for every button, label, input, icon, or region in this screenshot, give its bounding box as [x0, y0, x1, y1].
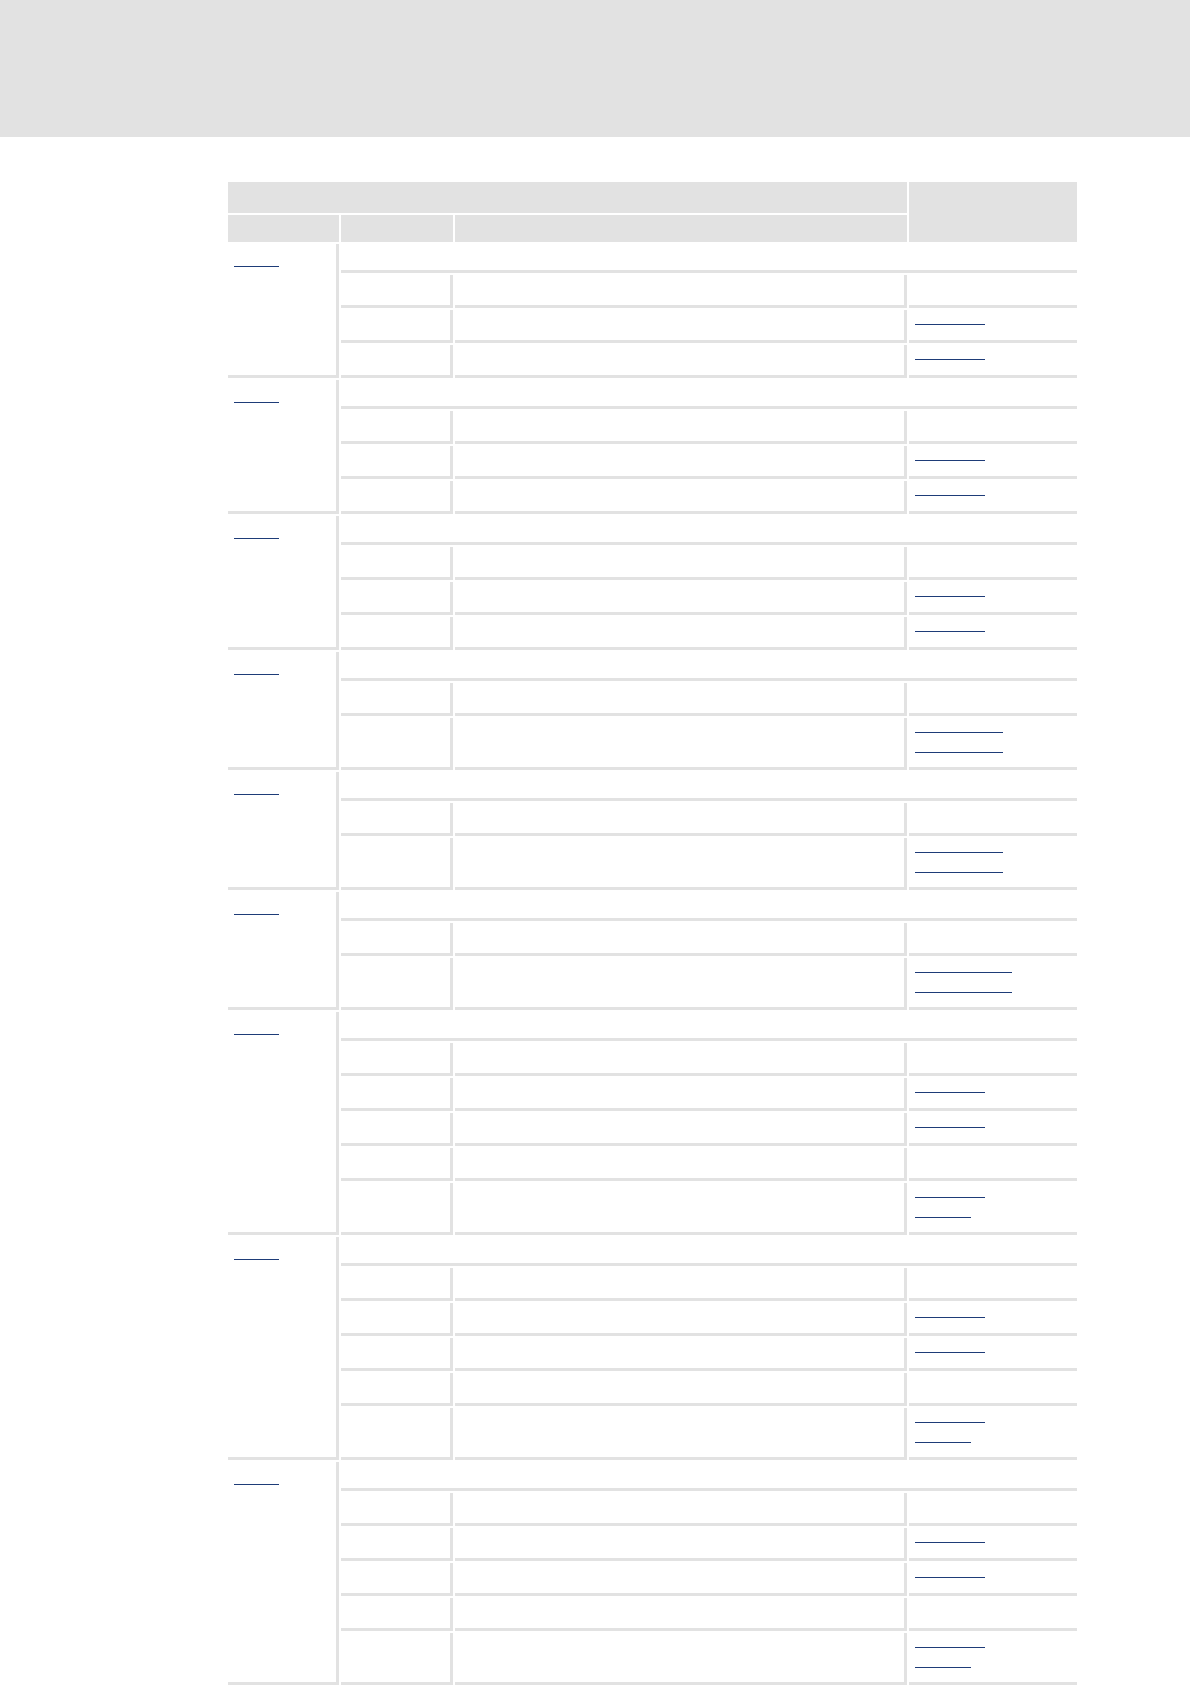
row-reference — [909, 275, 1077, 308]
table-row — [228, 1528, 1077, 1561]
row-subcode — [341, 1373, 453, 1406]
page-reference-link[interactable] — [915, 1532, 985, 1543]
table-row — [228, 958, 1077, 1010]
group-code-cell — [228, 772, 339, 890]
page-reference-link[interactable] — [915, 450, 985, 461]
group-code-cell — [228, 244, 339, 378]
page-reference-link[interactable] — [915, 314, 985, 325]
page-reference-link[interactable] — [915, 586, 985, 597]
row-subcode — [341, 275, 453, 308]
row-subcode — [341, 1078, 453, 1111]
row-subcode — [341, 1148, 453, 1181]
group-title — [341, 1462, 1077, 1491]
group-header-row — [228, 892, 1077, 921]
row-description — [455, 958, 907, 1010]
group-header-row — [228, 1462, 1077, 1491]
row-description — [455, 1183, 907, 1235]
group-title — [341, 1012, 1077, 1041]
row-subcode — [341, 718, 453, 770]
page-reference-link[interactable] — [915, 349, 985, 360]
table-row — [228, 683, 1077, 716]
table-row — [228, 1078, 1077, 1111]
group-header-row — [228, 380, 1077, 409]
page-reference-link[interactable] — [915, 1187, 985, 1198]
group-code-link[interactable] — [234, 528, 279, 539]
row-reference — [909, 923, 1077, 956]
row-reference — [909, 1493, 1077, 1526]
row-subcode — [341, 838, 453, 890]
table-row — [228, 547, 1077, 580]
page-reference-link[interactable] — [915, 862, 1003, 873]
table-row — [228, 1633, 1077, 1685]
row-subcode — [341, 1113, 453, 1146]
page-reference-link[interactable] — [915, 1432, 971, 1443]
row-subcode — [341, 1633, 453, 1685]
row-reference — [909, 1303, 1077, 1336]
page-header-band — [0, 0, 1190, 137]
row-reference — [909, 1113, 1077, 1146]
group-code-link[interactable] — [234, 1474, 279, 1485]
page-reference-link[interactable] — [915, 1412, 985, 1423]
table-row — [228, 1598, 1077, 1631]
parameter-table — [226, 180, 1079, 1687]
group-code-link[interactable] — [234, 1024, 279, 1035]
row-description — [455, 345, 907, 378]
row-reference — [909, 617, 1077, 650]
row-subcode — [341, 345, 453, 378]
row-reference — [909, 1408, 1077, 1460]
group-header-row — [228, 772, 1077, 801]
row-description — [455, 1598, 907, 1631]
row-reference — [909, 1598, 1077, 1631]
row-subcode — [341, 1183, 453, 1235]
group-header-row — [228, 1012, 1077, 1041]
row-subcode — [341, 1338, 453, 1371]
row-subcode — [341, 803, 453, 836]
row-description — [455, 1528, 907, 1561]
table-row — [228, 1113, 1077, 1146]
row-description — [455, 1268, 907, 1301]
row-reference — [909, 683, 1077, 716]
row-reference — [909, 547, 1077, 580]
row-description — [455, 718, 907, 770]
page-reference-link[interactable] — [915, 1637, 985, 1648]
row-reference — [909, 1043, 1077, 1076]
row-reference — [909, 718, 1077, 770]
table-row — [228, 1268, 1077, 1301]
row-description — [455, 310, 907, 343]
page-reference-link[interactable] — [915, 1307, 985, 1318]
row-reference — [909, 1563, 1077, 1596]
column-header-a — [228, 215, 339, 242]
table-row — [228, 803, 1077, 836]
table-row — [228, 1408, 1077, 1460]
row-reference — [909, 1148, 1077, 1181]
page-reference-link[interactable] — [915, 742, 1003, 753]
table-row — [228, 446, 1077, 479]
page-reference-link[interactable] — [915, 1117, 985, 1128]
table-row — [228, 1183, 1077, 1235]
table-row — [228, 481, 1077, 514]
row-description — [455, 411, 907, 444]
row-reference — [909, 958, 1077, 1010]
row-subcode — [341, 481, 453, 514]
group-code-cell — [228, 892, 339, 1010]
row-subcode — [341, 1408, 453, 1460]
row-subcode — [341, 683, 453, 716]
table-row — [228, 411, 1077, 444]
group-title — [341, 892, 1077, 921]
page-reference-link[interactable] — [915, 982, 1012, 993]
row-reference — [909, 838, 1077, 890]
row-description — [455, 838, 907, 890]
table-row — [228, 345, 1077, 378]
row-subcode — [341, 1563, 453, 1596]
group-title — [341, 244, 1077, 273]
group-code-link[interactable] — [234, 664, 279, 675]
row-subcode — [341, 1043, 453, 1076]
row-description — [455, 481, 907, 514]
row-description — [455, 1303, 907, 1336]
group-code-cell — [228, 1462, 339, 1685]
table-row — [228, 1338, 1077, 1371]
row-subcode — [341, 547, 453, 580]
row-reference — [909, 310, 1077, 343]
column-header-c — [455, 215, 907, 242]
row-reference — [909, 411, 1077, 444]
page-reference-link[interactable] — [915, 1342, 985, 1353]
row-subcode — [341, 1303, 453, 1336]
group-code-cell — [228, 1237, 339, 1460]
group-code-cell — [228, 516, 339, 650]
row-subcode — [341, 923, 453, 956]
group-code-link[interactable] — [234, 784, 279, 795]
group-title — [341, 772, 1077, 801]
row-description — [455, 547, 907, 580]
row-subcode — [341, 1493, 453, 1526]
group-header-row — [228, 244, 1077, 273]
row-description — [455, 1373, 907, 1406]
row-subcode — [341, 1598, 453, 1631]
row-subcode — [341, 446, 453, 479]
row-subcode — [341, 582, 453, 615]
row-reference — [909, 446, 1077, 479]
table-row — [228, 1563, 1077, 1596]
row-reference — [909, 481, 1077, 514]
reference-column-header — [909, 182, 1077, 242]
column-header-b — [341, 215, 453, 242]
group-title — [341, 1237, 1077, 1266]
page-reference-link[interactable] — [915, 962, 1012, 973]
row-reference — [909, 1338, 1077, 1371]
row-reference — [909, 1373, 1077, 1406]
row-reference — [909, 1183, 1077, 1235]
table-row — [228, 1373, 1077, 1406]
row-description — [455, 582, 907, 615]
group-code-link[interactable] — [234, 392, 279, 403]
row-subcode — [341, 958, 453, 1010]
row-description — [455, 617, 907, 650]
row-description — [455, 803, 907, 836]
group-code-cell — [228, 380, 339, 514]
row-reference — [909, 582, 1077, 615]
group-header-row — [228, 516, 1077, 545]
row-reference — [909, 1078, 1077, 1111]
row-subcode — [341, 1268, 453, 1301]
row-subcode — [341, 617, 453, 650]
row-subcode — [341, 411, 453, 444]
table-row — [228, 923, 1077, 956]
table-row — [228, 1303, 1077, 1336]
table-title-header — [228, 182, 907, 213]
row-description — [455, 1043, 907, 1076]
page-reference-link[interactable] — [915, 485, 985, 496]
row-description — [455, 683, 907, 716]
table-row — [228, 617, 1077, 650]
page-reference-link[interactable] — [915, 1082, 985, 1093]
page-reference-link[interactable] — [915, 621, 985, 632]
table-body — [228, 244, 1077, 1685]
row-description — [455, 1338, 907, 1371]
row-description — [455, 1493, 907, 1526]
group-code-link[interactable] — [234, 256, 279, 267]
group-code-cell — [228, 652, 339, 770]
group-header-row — [228, 652, 1077, 681]
row-description — [455, 1408, 907, 1460]
row-subcode — [341, 1528, 453, 1561]
group-header-row — [228, 1237, 1077, 1266]
row-description — [455, 275, 907, 308]
group-title — [341, 516, 1077, 545]
row-description — [455, 1113, 907, 1146]
row-description — [455, 1148, 907, 1181]
page-reference-link[interactable] — [915, 1657, 971, 1668]
row-reference — [909, 1268, 1077, 1301]
page-reference-link[interactable] — [915, 1207, 971, 1218]
row-reference — [909, 803, 1077, 836]
row-reference — [909, 1633, 1077, 1685]
table-row — [228, 838, 1077, 890]
row-reference — [909, 1528, 1077, 1561]
table-row — [228, 1043, 1077, 1076]
group-title — [341, 652, 1077, 681]
page-reference-link[interactable] — [915, 1567, 985, 1578]
row-reference — [909, 345, 1077, 378]
page-reference-link[interactable] — [915, 842, 1003, 853]
table-row — [228, 310, 1077, 343]
table-row — [228, 1493, 1077, 1526]
row-subcode — [341, 310, 453, 343]
row-description — [455, 923, 907, 956]
group-code-link[interactable] — [234, 1249, 279, 1260]
table-row — [228, 718, 1077, 770]
group-code-link[interactable] — [234, 904, 279, 915]
row-description — [455, 446, 907, 479]
row-description — [455, 1633, 907, 1685]
row-description — [455, 1563, 907, 1596]
page-reference-link[interactable] — [915, 722, 1003, 733]
group-title — [341, 380, 1077, 409]
row-description — [455, 1078, 907, 1111]
table-row — [228, 582, 1077, 615]
table-row — [228, 1148, 1077, 1181]
group-code-cell — [228, 1012, 339, 1235]
table-row — [228, 275, 1077, 308]
